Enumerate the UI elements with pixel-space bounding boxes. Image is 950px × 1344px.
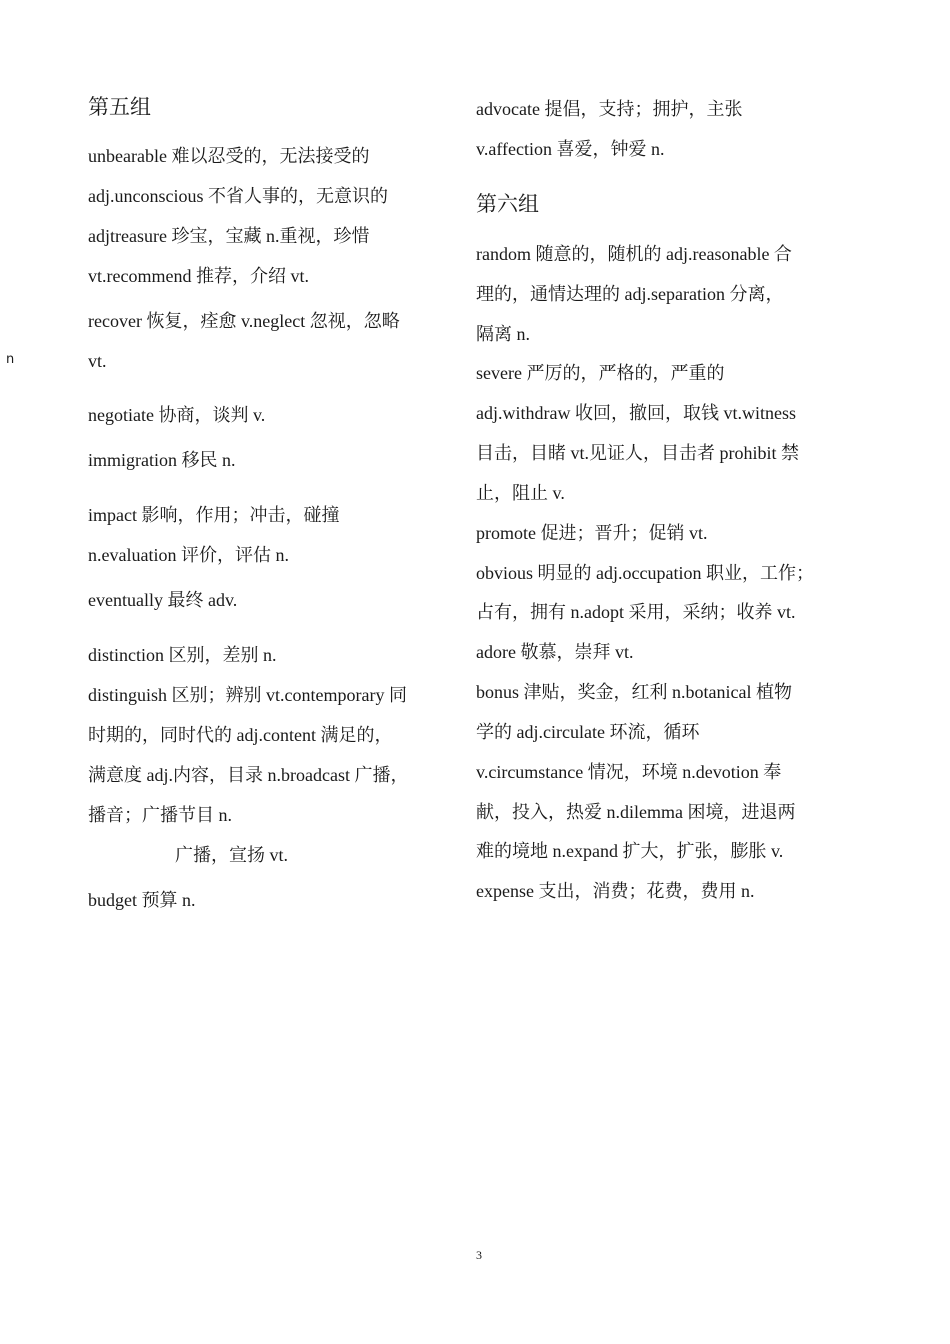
vocab-line: 目击，目睹 vt.见证人，目击者 prohibit 禁 (476, 443, 799, 463)
vocab-line: adore 敬慕，崇拜 vt. (476, 642, 634, 662)
vocab-line: 止，阻止 v. (476, 483, 565, 503)
vocab-line: adjtreasure 珍宝，宝藏 n.重视，珍惜 (88, 226, 370, 246)
vocab-line: 献，投入，热爱 n.dilemma 困境，进退两 (476, 802, 796, 822)
vocab-line: recover 恢复，痊愈 v.neglect 忽视，忽略 (88, 311, 400, 331)
vocab-line: expense 支出，消费；花费，费用 n. (476, 881, 755, 901)
vocab-line: v.circumstance 情况，环境 n.devotion 奉 (476, 762, 782, 782)
vocab-line: distinction 区别，差别 n. (88, 645, 277, 665)
vocab-line: vt.recommend 推荐，介绍 vt. (88, 266, 309, 286)
vocab-line: 学的 adj.circulate 环流，循环 (476, 722, 700, 742)
vocab-line: adj.withdraw 收回，撤回，取钱 vt.witness (476, 403, 796, 423)
vocab-line: negotiate 协商，谈判 v. (88, 405, 266, 425)
vocab-line: impact 影响，作用；冲击，碰撞 (88, 505, 340, 525)
vocab-line: bonus 津贴，奖金，红利 n.botanical 植物 (476, 682, 792, 702)
vocab-line: 隔离 n. (476, 324, 530, 344)
vocab-line: 满意度 adj.内容，目录 n.broadcast 广播， (88, 765, 409, 785)
vocab-line: advocate 提倡，支持；拥护，主张 (476, 99, 743, 119)
margin-mark: n (6, 352, 15, 367)
vocab-line: 难的境地 n.expand 扩大，扩张，膨胀 v. (476, 841, 784, 861)
vocab-line: n.evaluation 评价，评估 n. (88, 545, 289, 565)
vocab-line: 时期的，同时代的 adj.content 满足的， (88, 725, 393, 745)
vocab-line: 广播，宣扬 vt. (175, 845, 289, 865)
vocab-line: v.affection 喜爱，钟爱 n. (476, 139, 665, 159)
vocab-line: distinguish 区别；辨别 vt.contemporary 同 (88, 685, 407, 705)
vocab-line: promote 促进；晋升；促销 vt. (476, 523, 708, 543)
vocab-line: immigration 移民 n. (88, 450, 236, 470)
vocab-line: 播音；广播节目 n. (88, 805, 232, 825)
vocab-line: adj.unconscious 不省人事的，无意识的 (88, 186, 388, 206)
group-five-heading: 第五组 (88, 95, 151, 119)
vocab-line: severe 严厉的，严格的，严重的 (476, 363, 725, 383)
group-six-heading: 第六组 (476, 192, 539, 216)
vocab-line: random 随意的，随机的 adj.reasonable 合 (476, 244, 792, 264)
vocab-line: vt. (88, 351, 107, 371)
page-number: 3 (476, 1248, 482, 1262)
vocab-line: eventually 最终 adv. (88, 590, 238, 610)
vocab-line: 理的，通情达理的 adj.separation 分离， (476, 284, 784, 304)
vocab-line: obvious 明显的 adj.occupation 职业，工作； (476, 563, 814, 583)
vocab-line: 占有，拥有 n.adopt 采用，采纳；收养 vt. (476, 602, 796, 622)
vocab-line: unbearable 难以忍受的，无法接受的 (88, 146, 370, 166)
vocab-line: budget 预算 n. (88, 890, 196, 910)
